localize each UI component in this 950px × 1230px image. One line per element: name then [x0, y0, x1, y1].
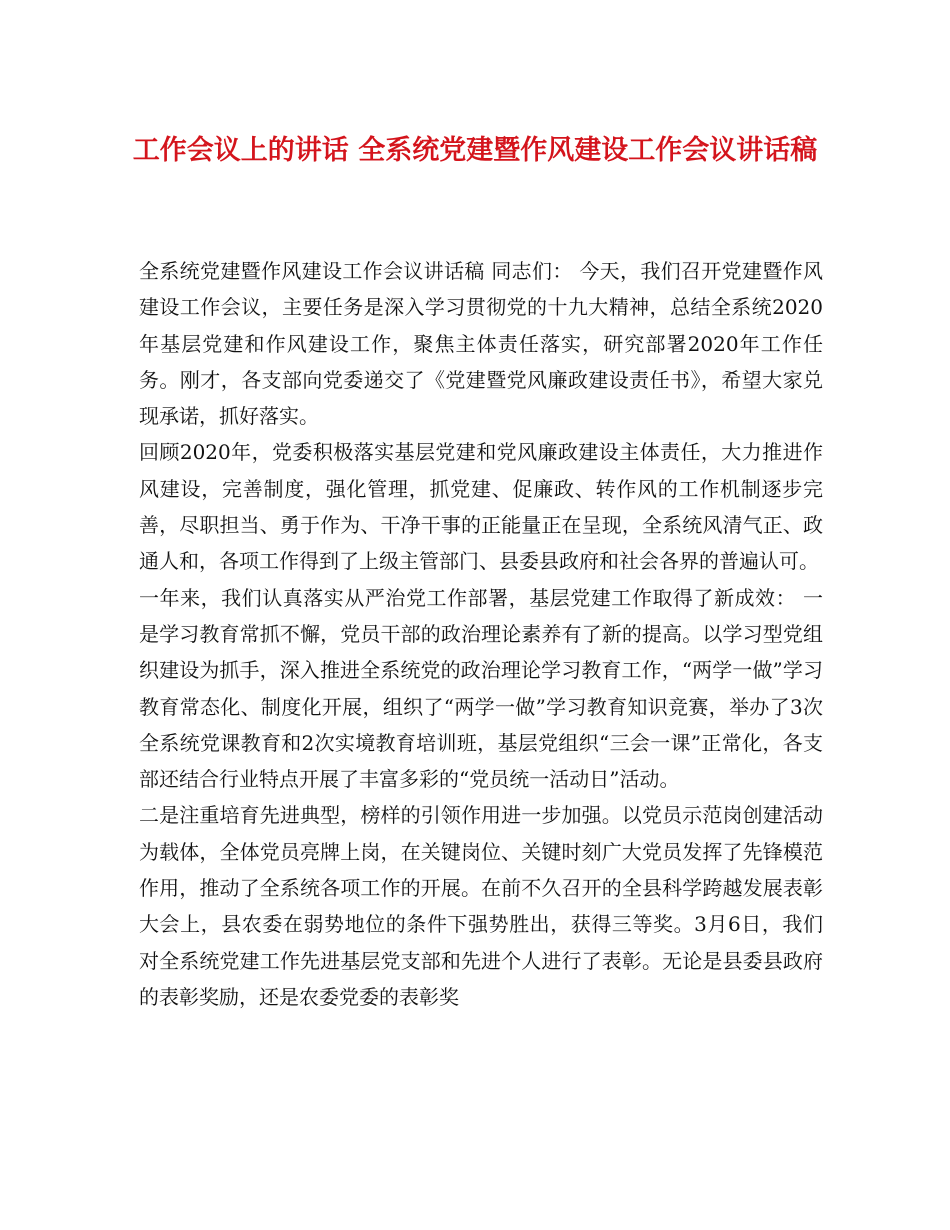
document-body: [139, 253, 823, 1015]
paragraph-opening: 全系统党建暨作风建设工作会议讲话稿 同志们： 今天，我们召开党建暨作风建设工作会议，主要任务是深入学习贯彻党的十九大精神，总结全系统2020年基层党建和作风建设工作，聚焦主体责任落实，研究部署2020年工作任务。刚才，各支部向党委递交了《党建暨党风廉政建设责任书》，希望大家兑现承诺，抓好落实。: [139, 259, 823, 429]
paragraph-achievement-one: 一年来，我们认真落实从严治党工作部署，基层党建工作取得了新成效： 一是学习教育常抓不懈，党员干部的政治理论素养有了新的提高。以学习型党组织建设为抓手，深入推进全系统党的政治理论学习教育工作，“两学一做”学习教育常态化、制度化开展，组织了“两学一做”学习教育知识竞赛，举办了3次全系统党课教育和2次实境教育培训班，基层党组织“三会一课”正常化，各支部还结合行业特点开展了丰富多彩的“党员统一活动日”活动。: [139, 585, 823, 792]
document-title: 工作会议上的讲话 全系统党建暨作风建设工作会议讲话稿: [132, 135, 818, 166]
paragraph-achievement-two: 二是注重培育先进典型，榜样的引领作用进一步加强。以党员示范岗创建活动为载体，全体党员亮牌上岗，在关键岗位、关键时刻广大党员发挥了先锋模范作用，推动了全系统各项工作的开展。在前不久召开的全县科学跨越发展表彰大会上，县农委在弱势地位的条件下强势胜出，获得三等奖。3月6日，我们对全系统党建工作先进基层党支部和先进个人进行了表彰。无论是县委县政府的表彰奖励，还是农委党委的表彰奖: [139, 803, 823, 1009]
paragraph-review: 回顾2020年，党委积极落实基层党建和党风廉政建设主体责任，大力推进作风建设，完善制度，强化管理，抓党建、促廉政、转作风的工作机制逐步完善，尽职担当、勇于作为、干净干事的正能量正在呈现，全系统风清气正、政通人和，各项工作得到了上级主管部门、县委县政府和社会各界的普遍认可。: [139, 440, 823, 574]
